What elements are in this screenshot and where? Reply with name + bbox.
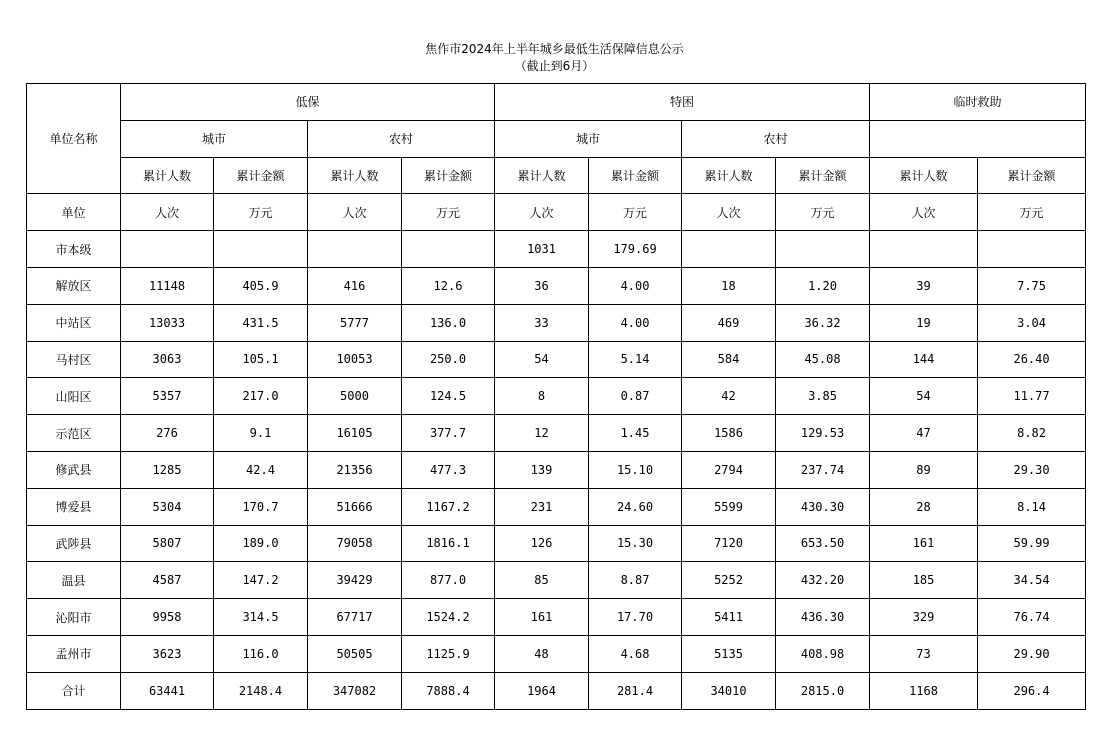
- cell-people-count: 185: [870, 562, 978, 599]
- document-subtitle: （截止到6月）: [514, 59, 595, 73]
- cell-people-count: 54: [870, 378, 978, 415]
- cell-people-count: 4587: [121, 562, 214, 599]
- cell-amount: 8.14: [978, 488, 1086, 525]
- cell-people-count: 416: [308, 267, 402, 304]
- cell-amount: 314.5: [214, 599, 308, 636]
- document-title: 焦作市2024年上半年城乡最低生活保障信息公示: [425, 42, 684, 56]
- table-row: [27, 672, 1086, 709]
- cell-amount: 1816.1: [402, 525, 495, 562]
- table-row: [27, 488, 1086, 525]
- cell-amount: 4.00: [589, 304, 682, 341]
- cell-amount: 124.5: [402, 378, 495, 415]
- cell-amount: 76.74: [978, 599, 1086, 636]
- cell-amount: 129.53: [776, 415, 870, 452]
- cell-amount: 11.77: [978, 378, 1086, 415]
- cell-people-count: 54: [495, 341, 589, 378]
- metric-people-header: 累计人数: [870, 157, 978, 194]
- cell-people-count: [308, 231, 402, 268]
- row-unit-name: 市本级: [27, 231, 121, 268]
- table-row: [27, 378, 1086, 415]
- cell-amount: 4.00: [589, 267, 682, 304]
- tekun-city-header: 城市: [495, 120, 682, 157]
- cell-amount: 430.30: [776, 488, 870, 525]
- cell-amount: 1.20: [776, 267, 870, 304]
- header-row-sub: [27, 120, 1086, 157]
- linshi-sub-header: [870, 120, 1086, 157]
- cell-people-count: 1964: [495, 672, 589, 709]
- cell-people-count: 126: [495, 525, 589, 562]
- dibao-rural-header: 农村: [308, 120, 495, 157]
- cell-people-count: 276: [121, 415, 214, 452]
- cell-people-count: 231: [495, 488, 589, 525]
- metric-amount-header: 累计金额: [776, 157, 870, 194]
- cell-people-count: [682, 231, 776, 268]
- unit-amount: 万元: [776, 194, 870, 231]
- cell-amount: 36.32: [776, 304, 870, 341]
- cell-amount: 405.9: [214, 267, 308, 304]
- row-unit-name: 博爱县: [27, 488, 121, 525]
- cell-amount: 147.2: [214, 562, 308, 599]
- cell-people-count: 5777: [308, 304, 402, 341]
- cell-people-count: 79058: [308, 525, 402, 562]
- cell-amount: 217.0: [214, 378, 308, 415]
- unit-amount: 万元: [214, 194, 308, 231]
- row-unit-name: 沁阳市: [27, 599, 121, 636]
- cell-people-count: 5599: [682, 488, 776, 525]
- cell-people-count: 8: [495, 378, 589, 415]
- cell-amount: [978, 231, 1086, 268]
- cell-amount: 2148.4: [214, 672, 308, 709]
- cell-amount: 1524.2: [402, 599, 495, 636]
- cell-people-count: 2794: [682, 451, 776, 488]
- cell-amount: 0.87: [589, 378, 682, 415]
- cell-amount: 432.20: [776, 562, 870, 599]
- cell-people-count: 5135: [682, 635, 776, 672]
- cell-amount: 1.45: [589, 415, 682, 452]
- table-row: [27, 415, 1086, 452]
- cell-people-count: 347082: [308, 672, 402, 709]
- row-unit-name: 武陟县: [27, 525, 121, 562]
- cell-amount: 1125.9: [402, 635, 495, 672]
- unit-name-header: 单位名称: [27, 84, 121, 194]
- cell-people-count: 33: [495, 304, 589, 341]
- cell-amount: 2815.0: [776, 672, 870, 709]
- cell-amount: 8.87: [589, 562, 682, 599]
- cell-amount: 45.08: [776, 341, 870, 378]
- cell-people-count: 28: [870, 488, 978, 525]
- cell-amount: 24.60: [589, 488, 682, 525]
- table-row: [27, 635, 1086, 672]
- cell-people-count: 5304: [121, 488, 214, 525]
- cell-people-count: 1586: [682, 415, 776, 452]
- metric-people-header: 累计人数: [495, 157, 589, 194]
- unit-amount: 万元: [589, 194, 682, 231]
- row-unit-name: 解放区: [27, 267, 121, 304]
- unit-row: [27, 194, 1086, 231]
- cell-people-count: 584: [682, 341, 776, 378]
- table-row: [27, 304, 1086, 341]
- table-row: [27, 267, 1086, 304]
- metric-people-header: 累计人数: [121, 157, 214, 194]
- cell-people-count: 36: [495, 267, 589, 304]
- cell-people-count: [121, 231, 214, 268]
- dibao-city-header: 城市: [121, 120, 308, 157]
- cell-amount: 189.0: [214, 525, 308, 562]
- row-unit-name: 孟州市: [27, 635, 121, 672]
- cell-amount: 4.68: [589, 635, 682, 672]
- table-row: [27, 525, 1086, 562]
- assistance-table: [26, 83, 1086, 710]
- row-unit-name: 山阳区: [27, 378, 121, 415]
- cell-people-count: 12: [495, 415, 589, 452]
- row-unit-name: 修武县: [27, 451, 121, 488]
- cell-people-count: 73: [870, 635, 978, 672]
- cell-amount: 34.54: [978, 562, 1086, 599]
- cell-amount: 170.7: [214, 488, 308, 525]
- table-row: [27, 451, 1086, 488]
- cell-people-count: 85: [495, 562, 589, 599]
- cell-amount: [776, 231, 870, 268]
- cell-amount: 12.6: [402, 267, 495, 304]
- cell-amount: 59.99: [978, 525, 1086, 562]
- cell-amount: 281.4: [589, 672, 682, 709]
- cell-amount: 5.14: [589, 341, 682, 378]
- row-unit-name: 马村区: [27, 341, 121, 378]
- cell-people-count: 139: [495, 451, 589, 488]
- cell-people-count: 5000: [308, 378, 402, 415]
- metric-amount-header: 累计金额: [214, 157, 308, 194]
- cell-people-count: 48: [495, 635, 589, 672]
- cell-people-count: 42: [682, 378, 776, 415]
- unit-row-label: 单位: [27, 194, 121, 231]
- cell-people-count: 1285: [121, 451, 214, 488]
- unit-amount: 万元: [402, 194, 495, 231]
- cell-people-count: 89: [870, 451, 978, 488]
- linshi-header: 临时救助: [870, 84, 1086, 121]
- cell-people-count: [870, 231, 978, 268]
- cell-people-count: 19: [870, 304, 978, 341]
- cell-amount: 42.4: [214, 451, 308, 488]
- metric-people-header: 累计人数: [682, 157, 776, 194]
- cell-amount: 408.98: [776, 635, 870, 672]
- cell-people-count: 47: [870, 415, 978, 452]
- cell-people-count: 9958: [121, 599, 214, 636]
- cell-people-count: 161: [495, 599, 589, 636]
- cell-people-count: 5357: [121, 378, 214, 415]
- cell-people-count: 161: [870, 525, 978, 562]
- row-unit-name: 中站区: [27, 304, 121, 341]
- unit-amount: 万元: [978, 194, 1086, 231]
- cell-people-count: 1168: [870, 672, 978, 709]
- cell-amount: 1167.2: [402, 488, 495, 525]
- cell-amount: 477.3: [402, 451, 495, 488]
- cell-amount: 3.85: [776, 378, 870, 415]
- cell-people-count: 34010: [682, 672, 776, 709]
- dibao-header: 低保: [121, 84, 495, 121]
- cell-people-count: 39429: [308, 562, 402, 599]
- metric-people-header: 累计人数: [308, 157, 402, 194]
- header-row-metrics: [27, 157, 1086, 194]
- cell-amount: 15.10: [589, 451, 682, 488]
- cell-people-count: 10053: [308, 341, 402, 378]
- cell-people-count: 21356: [308, 451, 402, 488]
- cell-amount: 15.30: [589, 525, 682, 562]
- cell-amount: 436.30: [776, 599, 870, 636]
- cell-amount: 653.50: [776, 525, 870, 562]
- cell-people-count: 13033: [121, 304, 214, 341]
- cell-amount: 8.82: [978, 415, 1086, 452]
- table-row: [27, 231, 1086, 268]
- cell-amount: 877.0: [402, 562, 495, 599]
- cell-amount: 9.1: [214, 415, 308, 452]
- metric-amount-header: 累计金额: [589, 157, 682, 194]
- unit-people: 人次: [121, 194, 214, 231]
- cell-amount: 250.0: [402, 341, 495, 378]
- cell-amount: 105.1: [214, 341, 308, 378]
- cell-amount: 17.70: [589, 599, 682, 636]
- row-unit-name: 示范区: [27, 415, 121, 452]
- cell-people-count: 5807: [121, 525, 214, 562]
- cell-amount: 296.4: [978, 672, 1086, 709]
- cell-amount: 7888.4: [402, 672, 495, 709]
- row-unit-name: 合计: [27, 672, 121, 709]
- cell-people-count: 5252: [682, 562, 776, 599]
- cell-amount: 29.90: [978, 635, 1086, 672]
- metric-amount-header: 累计金额: [978, 157, 1086, 194]
- header-row-groups: [27, 84, 1086, 121]
- unit-people: 人次: [682, 194, 776, 231]
- cell-people-count: 39: [870, 267, 978, 304]
- cell-people-count: 51666: [308, 488, 402, 525]
- cell-amount: [214, 231, 308, 268]
- cell-amount: 179.69: [589, 231, 682, 268]
- cell-amount: 431.5: [214, 304, 308, 341]
- cell-people-count: 18: [682, 267, 776, 304]
- cell-amount: 26.40: [978, 341, 1086, 378]
- cell-people-count: 469: [682, 304, 776, 341]
- table-row: [27, 599, 1086, 636]
- row-unit-name: 温县: [27, 562, 121, 599]
- cell-people-count: 7120: [682, 525, 776, 562]
- data-rows: [27, 231, 1086, 709]
- cell-people-count: 67717: [308, 599, 402, 636]
- cell-amount: 377.7: [402, 415, 495, 452]
- tekun-header: 特困: [495, 84, 870, 121]
- table-row: [27, 562, 1086, 599]
- unit-people: 人次: [870, 194, 978, 231]
- cell-amount: [402, 231, 495, 268]
- cell-people-count: 329: [870, 599, 978, 636]
- cell-people-count: 1031: [495, 231, 589, 268]
- cell-people-count: 144: [870, 341, 978, 378]
- cell-people-count: 3623: [121, 635, 214, 672]
- unit-people: 人次: [495, 194, 589, 231]
- cell-amount: 237.74: [776, 451, 870, 488]
- cell-people-count: 3063: [121, 341, 214, 378]
- cell-amount: 3.04: [978, 304, 1086, 341]
- cell-amount: 29.30: [978, 451, 1086, 488]
- unit-people: 人次: [308, 194, 402, 231]
- metric-amount-header: 累计金额: [402, 157, 495, 194]
- cell-amount: 7.75: [978, 267, 1086, 304]
- table-row: [27, 341, 1086, 378]
- cell-people-count: 50505: [308, 635, 402, 672]
- cell-amount: 116.0: [214, 635, 308, 672]
- cell-amount: 136.0: [402, 304, 495, 341]
- tekun-rural-header: 农村: [682, 120, 870, 157]
- cell-people-count: 5411: [682, 599, 776, 636]
- cell-people-count: 11148: [121, 267, 214, 304]
- cell-people-count: 16105: [308, 415, 402, 452]
- cell-people-count: 63441: [121, 672, 214, 709]
